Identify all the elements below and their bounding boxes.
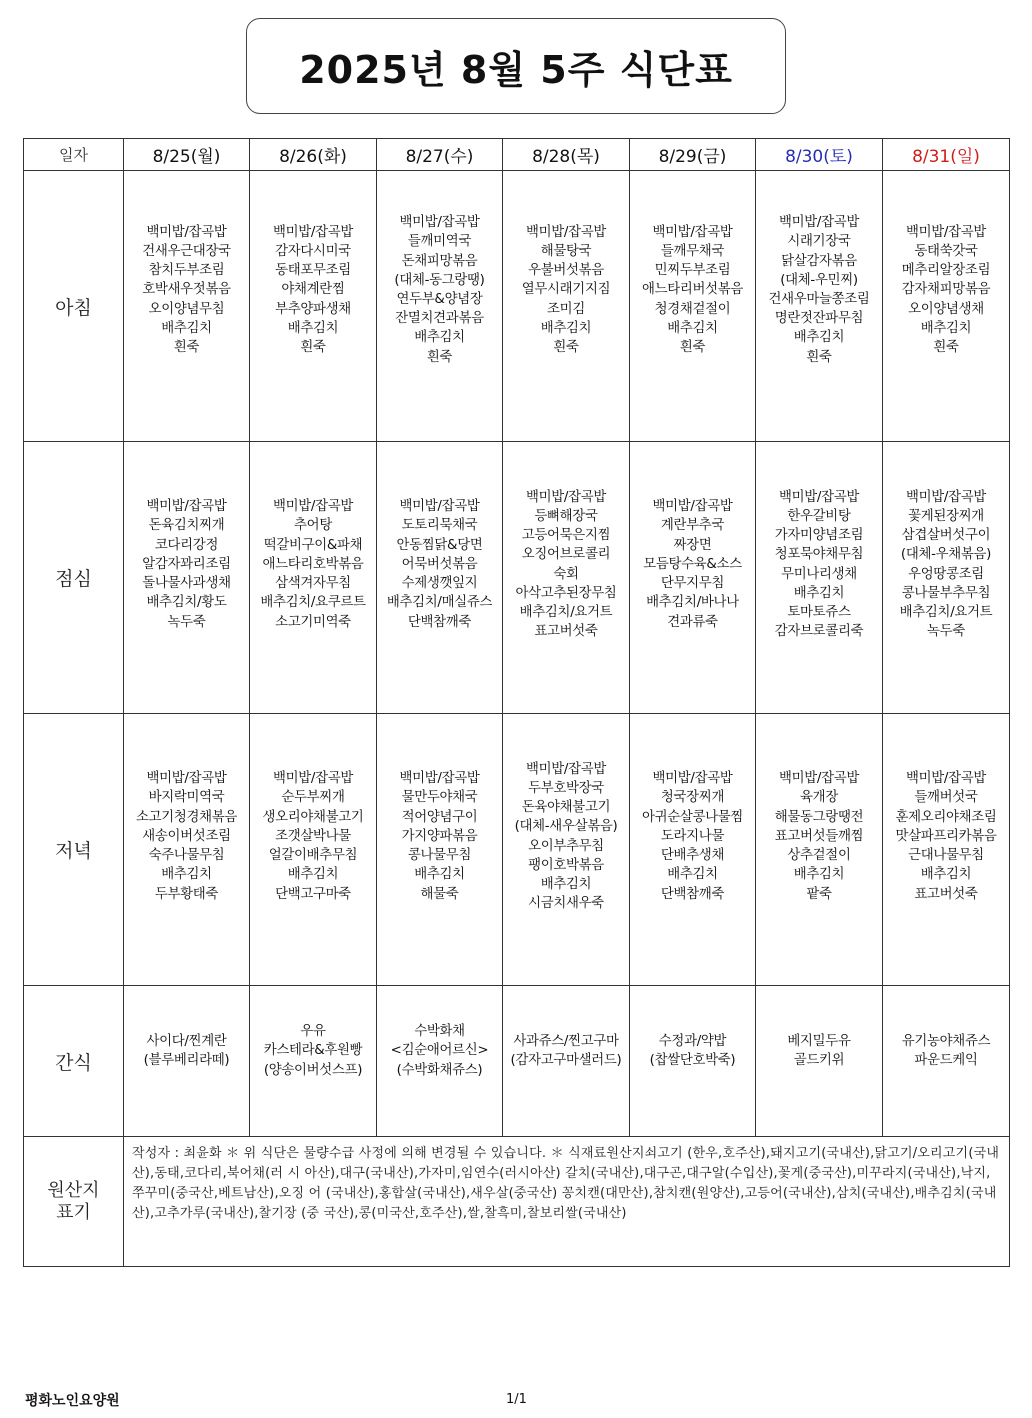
menu-item: 소고기청경채볶음 (135, 809, 238, 825)
menu-item: 백미밥/잡곡밥 (905, 224, 987, 240)
breakfast-cell-day-6 (756, 171, 883, 442)
menu-item: 돈육김치찌개 (148, 518, 225, 534)
dinner-cell-day-7 (883, 714, 1010, 986)
day-header: 8/25(월) (124, 139, 250, 171)
menu-item: 배추김치/요거트 (519, 604, 613, 620)
menu-item: 도토리묵채국 (401, 518, 478, 534)
title-box (246, 18, 786, 114)
menu-item: 녹두죽 (927, 624, 965, 640)
menu-item: 백미밥/잡곡밥 (652, 499, 733, 515)
menu-item: 배추김치 (161, 320, 212, 336)
lunch-cell-day-7 (883, 442, 1010, 714)
menu-item: 오이양념생채 (908, 301, 984, 317)
menu-item: 잔멸치견과볶음 (395, 311, 484, 327)
menu-item: 백미밥/잡곡밥 (525, 489, 607, 505)
lunch-row (24, 442, 1010, 714)
menu-item: 흰죽 (426, 349, 453, 365)
menu-item: (대체-동그랑땡) (394, 272, 485, 288)
breakfast-cell-day-1 (124, 171, 250, 442)
menu-item: 감자채피망볶음 (901, 282, 991, 298)
day-header: 8/26(화) (250, 139, 377, 171)
menu-item-list (883, 1032, 1009, 1090)
menu-item: 배추김치 (793, 330, 845, 346)
menu-item: 백미밥/잡곡밥 (146, 771, 227, 787)
menu-item: 콩나물무침 (407, 848, 472, 864)
menu-item: 감자브로콜리죽 (774, 624, 864, 640)
menu-item-list (124, 497, 249, 657)
menu-item: 베지밀두유 (787, 1033, 851, 1049)
menu-item: 백미밥/잡곡밥 (652, 224, 733, 240)
menu-item-list (250, 497, 376, 657)
menu-item: 단백참깨죽 (660, 886, 725, 902)
menu-item: 단배추생채 (660, 848, 725, 864)
menu-item: 꽃게된장찌개 (908, 508, 984, 524)
menu-item: 백미밥/잡곡밥 (652, 771, 733, 787)
menu-item: 숙회 (553, 566, 579, 582)
snack-cell-day-4 (503, 986, 630, 1137)
menu-item-list (883, 488, 1009, 668)
menu-item: 건새우근대장국 (142, 243, 231, 259)
menu-item-list (377, 497, 502, 657)
menu-item: 팥죽 (806, 886, 832, 902)
menu-item: 생오리야채불고기 (262, 809, 364, 825)
menu-item-list (250, 1022, 376, 1100)
snack-cell-day-1 (124, 986, 250, 1137)
menu-item: 숙주나물무침 (148, 848, 225, 864)
menu-item: 들깨미역국 (407, 234, 472, 250)
dinner-cell-day-2 (250, 714, 377, 986)
menu-item: 백미밥/잡곡밥 (905, 771, 987, 787)
menu-item: 등뼈해장국 (534, 508, 598, 524)
menu-item: 백미밥/잡곡밥 (399, 215, 480, 231)
menu-item: 오징어브로콜리 (521, 547, 611, 563)
menu-item-list (630, 223, 755, 389)
footer-org: 평화노인요양원 (25, 1393, 120, 1409)
menu-item: 백미밥/잡곡밥 (146, 224, 227, 240)
menu-item: 유기농야채쥬스 (901, 1033, 991, 1049)
day-header-saturday: 8/30(토) (756, 139, 883, 171)
menu-item: 흰죽 (679, 340, 706, 355)
menu-item: 청경채겉절이 (654, 301, 731, 317)
menu-item-list (883, 223, 1009, 389)
menu-item: 민찌두부조림 (654, 263, 731, 279)
menu-item: 백미밥/잡곡밥 (905, 489, 987, 505)
menu-item-list (630, 1032, 755, 1090)
menu-item: 배추김치 (161, 867, 212, 883)
menu-item: 삼겹살버섯구이 (901, 528, 991, 544)
menu-item: 토마토쥬스 (787, 604, 851, 620)
menu-item: 해물탕국 (540, 243, 592, 259)
menu-item: 바지락미역국 (148, 790, 225, 806)
menu-item: 삼색겨자무침 (275, 576, 351, 592)
menu-item: 계란부추국 (660, 518, 725, 534)
menu-item: 배추김치 (920, 867, 972, 883)
menu-item-list (377, 1022, 502, 1100)
menu-item: 배추김치 (793, 867, 845, 883)
menu-item: 상추겉절이 (787, 848, 851, 864)
menu-item: 표고버섯들깨찜 (774, 828, 864, 844)
menu-item: 시래기장국 (787, 234, 851, 250)
menu-item: 배추김치/황도 (146, 595, 227, 611)
menu-item: 배추김치/요거트 (899, 604, 993, 620)
menu-item: 무미나리생채 (781, 566, 857, 582)
menu-item: 조갯살박나물 (275, 828, 351, 844)
menu-item: 콩나물부추무침 (901, 585, 991, 601)
meal-label: 저녁 (24, 714, 124, 986)
lunch-cell-day-2 (250, 442, 377, 714)
menu-item: 닭살감자볶음 (781, 253, 857, 269)
menu-item: 흰죽 (300, 340, 326, 355)
menu-item: 부추양파생채 (275, 301, 351, 317)
menu-item: 얼갈이배추무침 (268, 848, 358, 864)
menu-item-list (756, 1032, 882, 1090)
menu-item: 백미밥/잡곡밥 (399, 499, 480, 515)
menu-item: 백미밥/잡곡밥 (778, 771, 860, 787)
menu-item: 견과류죽 (667, 614, 718, 630)
meal-label: 아침 (24, 171, 124, 442)
menu-item: 명란젓잔파무침 (774, 311, 864, 327)
menu-item: 두부호박장국 (528, 780, 604, 796)
menu-item-list (756, 213, 882, 399)
menu-item: 떡갈비구이&파채 (263, 537, 363, 553)
menu-item: (블루베리라떼) (143, 1053, 230, 1068)
menu-item-list (630, 497, 755, 657)
menu-item: 백미밥/잡곡밥 (146, 499, 227, 515)
menu-item: 참치두부조림 (148, 263, 225, 279)
menu-item: 물만두야채국 (401, 790, 478, 806)
dinner-cell-day-4 (503, 714, 630, 986)
snack-cell-day-5 (630, 986, 756, 1137)
menu-item: 해물동그랑땡전 (774, 809, 864, 825)
menu-item: 흰죽 (553, 340, 579, 355)
menu-item-list (250, 223, 376, 389)
menu-item: 돈채피망볶음 (401, 253, 478, 269)
menu-item: 동태쑥갓국 (914, 243, 978, 259)
menu-table (23, 138, 1010, 1267)
menu-item: 배추김치 (920, 320, 972, 336)
menu-item: 청포묵야채무침 (774, 547, 864, 563)
origin-row (24, 1137, 1010, 1267)
menu-item-list (756, 488, 882, 668)
day-header: 8/27(수) (377, 139, 503, 171)
menu-item: 고등어묵은지찜 (521, 528, 611, 544)
menu-item: 오이부추무침 (528, 838, 604, 854)
origin-text: 작성자 : 최윤화 ＊ 위 식단은 물량수급 사정에 의해 변경될 수 있습니다. ＊ 식재료원산지쇠고기 (한우,호주산),돼지고기(국내산),닭고기/오리고기(국내산),동태,코다리,북어채(러 시 아산),대구(국내산),가자미,임연수(러시아산) 갈치(국내산),대구곤,대구알(수입산),꽃게(중국산),미꾸라지(국내산),낙지,쭈꾸미(중국산,베트남산),오징 어 (국내산),홍합살(국내산),새우살(중국산) 꽁치캔(대만산),참치캔(원양산),고등어(국내산),삼치(국내산),배추김치(국내산),고추가루(국내산),찰기장 (중 국산),콩(미국산,호주산),쌀,찰흑미,찰보리쌀(국내산) (124, 1137, 1010, 1267)
dinner-cell-day-1 (124, 714, 250, 986)
menu-item: 팽이호박볶음 (528, 857, 604, 873)
menu-item: 수정과/약밥 (658, 1033, 727, 1049)
menu-item: 녹두죽 (167, 614, 206, 630)
dinner-cell-day-5 (630, 714, 756, 986)
menu-item: 동태포무조림 (275, 263, 351, 279)
menu-item: 조미김 (547, 301, 585, 317)
menu-item: 백미밥/잡곡밥 (525, 224, 607, 240)
menu-item: 우불버섯볶음 (528, 263, 604, 279)
header-row (24, 139, 1010, 171)
menu-item: 흰죽 (173, 340, 200, 355)
menu-item: 아귀순살콩나물찜 (641, 809, 744, 825)
menu-item: 들깨무채국 (660, 243, 725, 259)
lunch-cell-day-1 (124, 442, 250, 714)
menu-item: 메추리알장조림 (901, 263, 991, 279)
menu-item: 백미밥/잡곡밥 (525, 761, 607, 777)
menu-item: 수박화채 (414, 1024, 465, 1040)
menu-item: 도라지나물 (660, 828, 725, 844)
menu-item: 배추김치 (414, 867, 465, 883)
menu-item: (양송이버섯스프) (263, 1062, 363, 1078)
menu-item: 백미밥/잡곡밥 (272, 771, 354, 787)
snack-cell-day-3 (377, 986, 503, 1137)
menu-item: (대체-우민찌) (780, 272, 858, 288)
menu-item: 단백참깨죽 (407, 614, 472, 630)
meal-label: 간식 (24, 986, 124, 1137)
menu-item: 백미밥/잡곡밥 (272, 499, 354, 515)
snack-cell-day-2 (250, 986, 377, 1137)
menu-item: 애느타리호박볶음 (262, 556, 364, 572)
menu-item: 돌나물사과생채 (142, 576, 231, 592)
breakfast-cell-day-5 (630, 171, 756, 442)
day-header-sunday: 8/31(일) (883, 139, 1010, 171)
menu-item: 배추김치 (287, 867, 339, 883)
breakfast-cell-day-3 (377, 171, 503, 442)
day-header: 8/29(금) (630, 139, 756, 171)
origin-label (24, 1137, 124, 1267)
menu-item-list (124, 1032, 249, 1090)
dinner-cell-day-6 (756, 714, 883, 986)
menu-item: 배추김치 (287, 320, 339, 336)
origin-label-line: 표기 (56, 1201, 91, 1223)
menu-item: 표고버섯죽 (534, 624, 598, 640)
menu-item: 흰죽 (806, 349, 832, 365)
menu-item-list (503, 223, 629, 389)
menu-item: 훈제오리야채조림 (895, 809, 997, 825)
menu-item: 배추김치/바나나 (646, 595, 739, 611)
menu-item-list (503, 488, 629, 668)
menu-item: 백미밥/잡곡밥 (272, 224, 354, 240)
menu-item: 배추김치 (667, 320, 718, 336)
menu-item: 추어탕 (294, 518, 332, 534)
breakfast-cell-day-2 (250, 171, 377, 442)
page-title: 2025년 8월 5주 식단표 (299, 47, 733, 92)
menu-item: 시금치새우죽 (528, 896, 604, 912)
menu-item: 열무시래기지짐 (521, 282, 611, 298)
menu-item: 배추김치 (667, 867, 718, 883)
menu-item: 짜장면 (673, 537, 712, 553)
day-header: 8/28(목) (503, 139, 630, 171)
menu-item: 사이다/찐계란 (146, 1033, 227, 1049)
menu-item: 야채계란찜 (281, 282, 345, 298)
menu-item: 단백고구마죽 (275, 886, 351, 902)
menu-item: 파운드케익 (914, 1053, 978, 1068)
menu-item: 사과쥬스/찐고구마 (513, 1033, 619, 1049)
menu-item: 애느타리버섯볶음 (641, 282, 744, 298)
meal-label: 점심 (24, 442, 124, 714)
snack-cell-day-7 (883, 986, 1010, 1137)
dinner-row (24, 714, 1010, 986)
menu-item-list (377, 769, 502, 929)
lunch-cell-day-4 (503, 442, 630, 714)
menu-item: 코다리강정 (154, 537, 219, 553)
menu-item: 가자미양념조림 (774, 528, 864, 544)
menu-item-list (503, 760, 629, 940)
menu-item: (대체-새우살볶음) (514, 819, 618, 835)
menu-item: 배추김치 (540, 320, 592, 336)
menu-item: 백미밥/잡곡밥 (778, 215, 860, 231)
menu-item: 연두부&양념장 (396, 292, 483, 307)
menu-item: 해물죽 (420, 886, 459, 902)
menu-item: 우유 (300, 1024, 326, 1040)
menu-item: 골드키위 (793, 1053, 845, 1068)
menu-item: 배추김치 (793, 585, 845, 601)
menu-item: 어묵버섯볶음 (401, 556, 478, 572)
menu-item: (대체-우채볶음) (900, 547, 992, 563)
menu-item: 단무지무침 (660, 576, 725, 592)
lunch-cell-day-6 (756, 442, 883, 714)
menu-item: 순두부찌개 (281, 790, 345, 806)
menu-item: 돈육야채불고기 (521, 800, 611, 816)
menu-item-list (124, 769, 249, 929)
lunch-cell-day-3 (377, 442, 503, 714)
breakfast-cell-day-4 (503, 171, 630, 442)
breakfast-cell-day-7 (883, 171, 1010, 442)
menu-item: (감자고구마샐러드) (510, 1053, 622, 1068)
menu-item: 백미밥/잡곡밥 (778, 489, 860, 505)
menu-item: 안동찜닭&당면 (396, 537, 483, 553)
menu-item: (찹쌀단호박죽) (649, 1053, 736, 1068)
menu-item: <김순애어르신> (390, 1043, 489, 1059)
menu-item: 호박새우젓볶음 (142, 282, 231, 298)
menu-item: 배추김치/요쿠르트 (260, 595, 366, 611)
menu-item: 오이양념무침 (148, 301, 225, 317)
lunch-cell-day-5 (630, 442, 756, 714)
menu-item: 청국장찌개 (660, 790, 725, 806)
menu-item-list (250, 769, 376, 929)
menu-item: 백미밥/잡곡밥 (399, 771, 480, 787)
date-header-label: 일자 (24, 139, 124, 171)
menu-item: 한우갈비탕 (787, 508, 851, 524)
menu-item: 들깨버섯국 (914, 790, 978, 806)
menu-item-list (124, 223, 249, 389)
menu-item: 가지양파볶음 (401, 828, 478, 844)
origin-label-line: 원산지 (47, 1179, 100, 1201)
menu-item: 건새우마늘쫑조림 (768, 292, 870, 307)
menu-item: 새송이버섯조림 (142, 828, 231, 844)
menu-item: 배추김치 (414, 330, 465, 346)
menu-item-list (503, 1032, 629, 1090)
breakfast-row (24, 171, 1010, 442)
menu-item: 모듬탕수육&소스 (643, 556, 742, 572)
menu-item: 육개장 (800, 790, 838, 806)
menu-item: 근대나물무침 (908, 848, 984, 864)
menu-item: (수박화채쥬스) (396, 1062, 483, 1078)
menu-item-list (630, 769, 755, 929)
menu-item: 카스테라&후원빵 (263, 1043, 363, 1059)
menu-item: 맛살파프리카볶음 (895, 828, 997, 844)
menu-item: 적어양념구이 (401, 809, 478, 825)
menu-item-list (883, 769, 1009, 929)
menu-item: 수제생깻잎지 (401, 576, 478, 592)
menu-item: 알감자꽈리조림 (142, 556, 231, 572)
menu-item: 배추김치 (540, 876, 592, 892)
menu-item: 배추김치/매실쥬스 (386, 595, 493, 611)
menu-item-list (377, 213, 502, 399)
menu-item: 소고기미역죽 (275, 614, 351, 630)
menu-item: 두부황태죽 (154, 886, 219, 902)
menu-item: 표고버섯죽 (914, 886, 978, 902)
menu-item: 우엉땅콩조림 (908, 566, 984, 582)
dinner-cell-day-3 (377, 714, 503, 986)
menu-item-list (756, 769, 882, 929)
menu-item: 아삭고추된장무침 (515, 585, 617, 601)
snack-row (24, 986, 1010, 1137)
menu-item: 흰죽 (933, 340, 959, 355)
menu-item: 감자다시미국 (275, 243, 351, 259)
snack-cell-day-6 (756, 986, 883, 1137)
page-number: 1/1 (506, 1392, 527, 1407)
